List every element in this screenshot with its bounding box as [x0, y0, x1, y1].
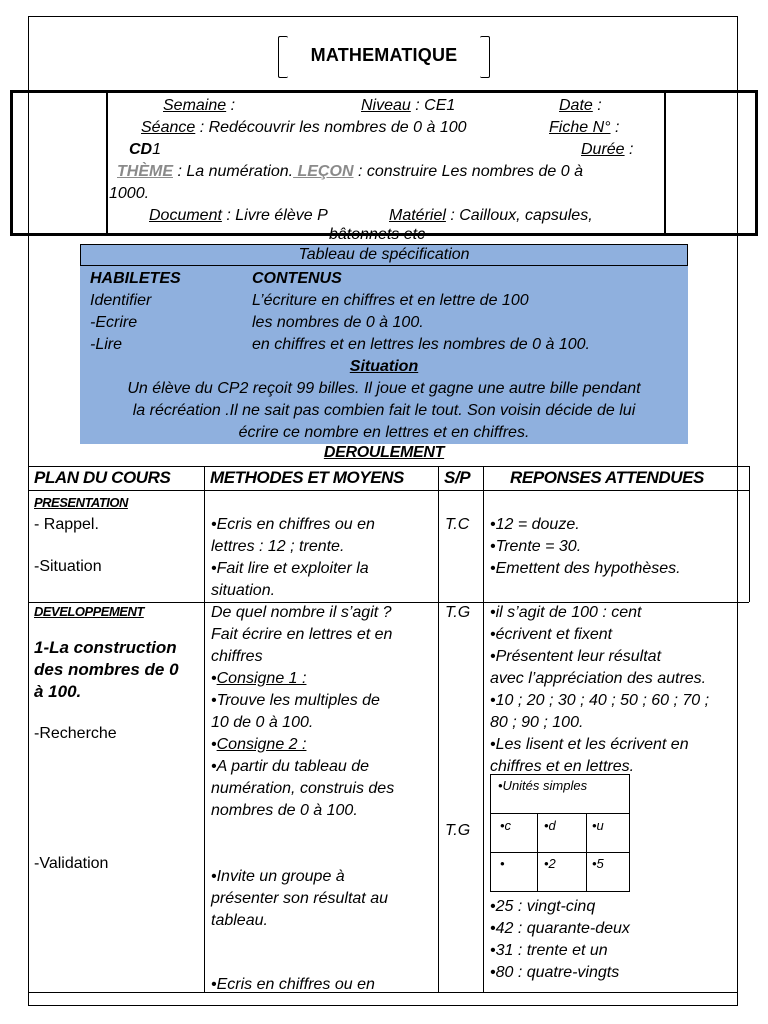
situation-line: Un élève du CP2 reçoit 99 billes. Il joue et gagne une autre bille pendant	[127, 380, 641, 397]
reponse-line: •Emettent des hypothèses.	[490, 560, 681, 577]
lecon-value-continued: 1000.	[109, 185, 150, 202]
developpement-plan-cell	[34, 603, 202, 875]
reponse-line: •Présentent leur résultat	[490, 648, 662, 665]
duree-label: Durée	[581, 141, 625, 158]
contenu-item: L’écriture en chiffres et en lettre de 100	[252, 292, 529, 309]
table-rule	[28, 490, 749, 491]
reponse-line: •12 = douze.	[490, 516, 580, 533]
theme-label: THÈME	[117, 163, 173, 180]
situation-title: Situation	[349, 358, 419, 375]
title-box	[278, 36, 490, 78]
reponse-line: •31 : trente et un	[490, 942, 608, 959]
cd-value: 1	[152, 141, 162, 158]
contenu-item: en chiffres et en lettres les nombres de 0 à 100.	[252, 336, 590, 353]
methode-line: 10 de 0 à 100.	[211, 714, 314, 731]
specification-table	[80, 244, 688, 444]
plan-item-rappel: - Rappel.	[34, 516, 99, 533]
consigne-2-line: •Consigne 2 :	[211, 736, 307, 753]
reponse-line: •Les lisent et les écrivent en	[490, 736, 689, 753]
fiche-value: :	[610, 119, 620, 136]
developpement-reponses-cell	[490, 602, 709, 778]
contenu-item: les nombres de 0 à 100.	[252, 314, 424, 331]
presentation-methodes-cell	[211, 514, 375, 602]
methode-line: •Ecris en chiffres ou en	[211, 516, 375, 533]
column-header-plan: PLAN DU COURS	[34, 468, 171, 487]
reponse-line: •10 ; 20 ; 30 ; 40 ; 50 ; 60 ; 70 ;	[490, 692, 710, 709]
reponse-line: chiffres et en lettres.	[490, 758, 635, 775]
reponse-line: •25 : vingt-cinq	[490, 898, 596, 915]
units-value-u: •5	[592, 856, 604, 871]
reponse-line: 80 ; 90 ; 100.	[490, 714, 584, 731]
consigne-2: Consigne 2 :	[216, 736, 307, 753]
methode-line: •Ecris en chiffres ou en	[211, 976, 375, 993]
column-header-methodes: METHODES ET MOYENS	[210, 468, 404, 487]
developpement-title: DEVELOPPEMENT	[34, 604, 144, 619]
deroulement-heading: DEROULEMENT	[323, 444, 445, 461]
reponse-line: •écrivent et fixent	[490, 626, 613, 643]
presentation-sp: T.C	[445, 516, 470, 533]
developpement-methodes-cell	[211, 602, 394, 996]
date-label: Date	[559, 97, 593, 114]
column-header-sp: S/P	[444, 468, 471, 487]
units-label-d: •d	[544, 818, 556, 833]
cd-label: CD	[129, 141, 153, 158]
units-title: •Unités simples	[498, 778, 588, 793]
theme-value: : La numération.	[173, 163, 294, 180]
plan-item-recherche: -Recherche	[34, 725, 117, 742]
presentation-reponses-cell	[490, 514, 681, 580]
units-cell	[490, 852, 538, 892]
habilete-item: Identifier	[90, 292, 152, 309]
methode-line: situation.	[211, 582, 276, 599]
units-label-u: •u	[592, 818, 604, 833]
presentation-title: PRESENTATION	[34, 495, 128, 510]
methode-line: Fait écrire en lettres et en	[211, 626, 393, 643]
methode-line: tableau.	[211, 912, 268, 929]
semaine-label: Semaine	[163, 97, 227, 114]
methode-line: lettres : 12 ; trente.	[211, 538, 345, 555]
document-value: : Livre élève P	[221, 207, 328, 224]
reponse-line: avec l’appréciation des autres.	[490, 670, 707, 687]
methode-line: nombres de 0 à 100.	[211, 802, 358, 819]
table-rule	[204, 466, 205, 992]
specification-caption: Tableau de spécification	[80, 244, 688, 266]
units-value-d: •2	[544, 856, 556, 871]
presentation-plan-cell	[34, 492, 128, 578]
fiche-label: Fiche N°	[549, 119, 611, 136]
methode-line: •A partir du tableau de	[211, 758, 369, 775]
consigne-1: Consigne 1 :	[216, 670, 307, 687]
consigne-1-line: •Consigne 1 :	[211, 670, 307, 687]
methode-line: présenter son résultat au	[211, 890, 388, 907]
developpement-reponses-cell-2	[490, 896, 630, 984]
date-value: :	[592, 97, 602, 114]
lecon-value: : construire Les nombres de 0 à	[353, 163, 583, 180]
table-rule	[749, 466, 750, 602]
methode-line: •Fait lire et exploiter la	[211, 560, 369, 577]
situation-line: la récréation .Il ne sait pas combien fait le tout. Son voisin décide de lui	[132, 402, 636, 419]
methode-line: •Invite un groupe à	[211, 868, 345, 885]
header-box	[10, 90, 758, 243]
habilete-item: -Lire	[90, 336, 123, 353]
table-rule	[438, 466, 439, 992]
developpement-sp-2: T.G	[445, 822, 471, 839]
methode-line: numération, construis des	[211, 780, 395, 797]
methode-line: De quel nombre il s’agit ?	[211, 604, 392, 621]
contenus-header: CONTENUS	[252, 270, 342, 287]
reponse-line: •42 : quarante-deux	[490, 920, 630, 937]
seance-label: Séance	[141, 119, 196, 136]
units-table	[490, 774, 630, 892]
situation-line: écrire ce nombre en lettres et en chiffres.	[238, 424, 530, 441]
methode-line: •Trouve les multiples de	[211, 692, 380, 709]
section-title-line: des nombres de 0	[34, 660, 179, 679]
header-left-divider	[106, 93, 108, 233]
materiel-value-continued: bâtonnets etc	[329, 226, 426, 243]
reponse-line: •il s’agit de 100 : cent	[490, 604, 642, 621]
column-header-reponses: REPONSES ATTENDUES	[510, 468, 704, 487]
units-label-c: •c	[500, 818, 512, 833]
plan-item-situation: -Situation	[34, 558, 102, 575]
section-title-line: 1-La construction	[34, 638, 177, 657]
lesson-table	[28, 466, 749, 992]
habiletes-header: HABILETES	[90, 270, 181, 287]
table-rule	[28, 466, 29, 992]
header-right-divider	[664, 93, 666, 233]
plan-item-validation: -Validation	[34, 855, 109, 872]
materiel-value: : Cailloux, capsules,	[445, 207, 593, 224]
lecon-label: LEÇON	[293, 163, 354, 180]
units-value-c: •	[500, 856, 505, 871]
header-line-7-clipped	[109, 221, 665, 243]
materiel-label: Matériel	[389, 207, 446, 224]
seance-value: : Redécouvrir les nombres de 0 à 100	[195, 119, 467, 136]
niveau-label: Niveau	[361, 97, 411, 114]
duree-value: :	[624, 141, 634, 158]
niveau-value: : CE1	[410, 97, 456, 114]
methode-line: chiffres	[211, 648, 263, 665]
reponse-line: •80 : quatre-vingts	[490, 964, 620, 981]
page-title: MATHEMATIQUE	[310, 45, 458, 65]
section-title-line: à 100.	[34, 682, 82, 701]
reponse-line: •Trente = 30.	[490, 538, 582, 555]
developpement-sp-1: T.G	[445, 604, 471, 621]
habilete-item: -Ecrire	[90, 314, 138, 331]
document-label: Document	[149, 207, 222, 224]
table-rule	[483, 466, 484, 992]
units-cell	[490, 813, 538, 853]
semaine-value: :	[226, 97, 236, 114]
